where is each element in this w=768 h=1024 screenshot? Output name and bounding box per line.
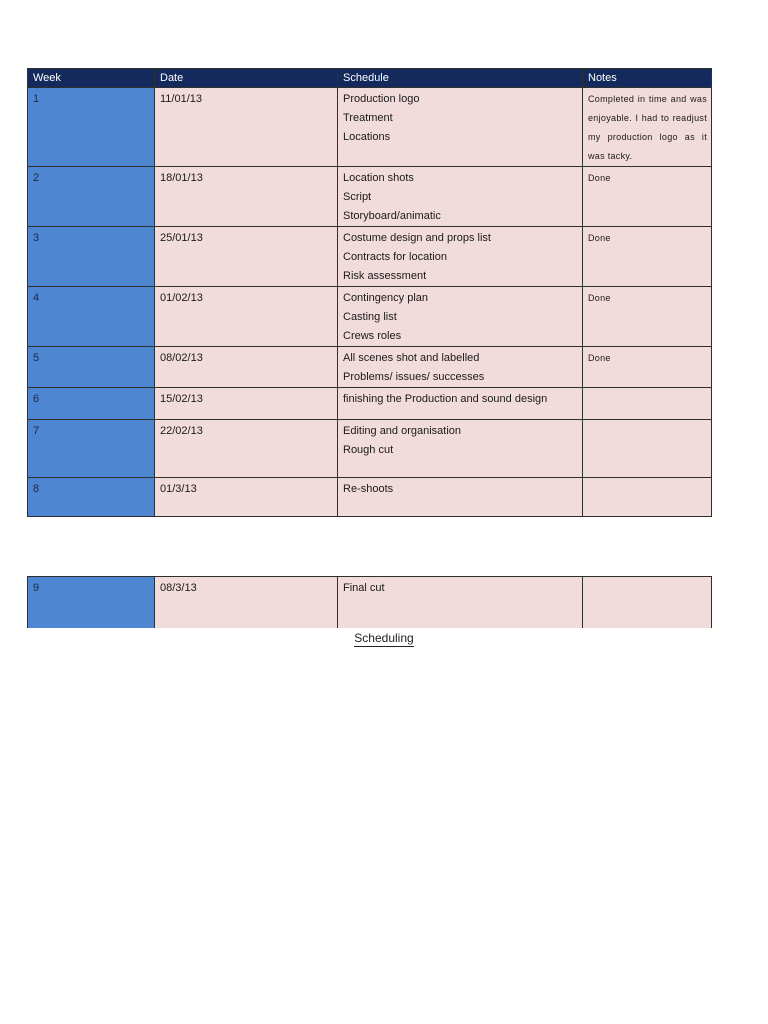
week-cell: 7 xyxy=(28,420,155,478)
schedule-table xyxy=(27,68,712,517)
notes-cell: Done xyxy=(583,227,712,287)
schedule-item: Contingency plan xyxy=(343,292,429,304)
schedule-cell xyxy=(338,88,583,167)
schedule-item: Risk assessment xyxy=(343,270,427,282)
header-week: Week xyxy=(28,69,155,88)
table-row xyxy=(28,167,712,227)
schedule-item: Costume design and props list xyxy=(343,232,491,244)
table-row xyxy=(28,287,712,347)
date-cell: 18/01/13 xyxy=(155,167,338,227)
schedule-cell xyxy=(338,167,583,227)
schedule-item: Rough cut xyxy=(343,444,394,456)
schedule-item: finishing the Production and sound design xyxy=(343,393,548,405)
week-cell: 1 xyxy=(28,88,155,167)
schedule-item: Treatment xyxy=(343,112,393,124)
week-cell: 3 xyxy=(28,227,155,287)
header-date: Date xyxy=(155,69,338,88)
week-cell: 2 xyxy=(28,167,155,227)
week-cell: 8 xyxy=(28,478,155,517)
table-row xyxy=(28,577,712,628)
table-row xyxy=(28,388,712,420)
schedule-item: Final cut xyxy=(343,582,385,594)
week-cell: 5 xyxy=(28,347,155,388)
table-row xyxy=(28,478,712,517)
schedule-item: Problems/ issues/ successes xyxy=(343,371,485,383)
week-cell: 9 xyxy=(28,577,155,628)
schedule-cell xyxy=(338,347,583,388)
caption xyxy=(0,631,768,645)
schedule-item: Location shots xyxy=(343,172,414,184)
date-cell: 08/02/13 xyxy=(155,347,338,388)
schedule-item: Contracts for location xyxy=(343,251,447,263)
schedule-item: Crews roles xyxy=(343,330,402,342)
schedule-item: All scenes shot and labelled xyxy=(343,352,480,364)
notes-cell: Done xyxy=(583,347,712,388)
notes-cell: Done xyxy=(583,287,712,347)
notes-cell: Done xyxy=(583,167,712,227)
header-schedule: Schedule xyxy=(338,69,583,88)
schedule-item: Production logo xyxy=(343,93,420,105)
notes-cell: Completed in time and was enjoyable. I had to readjust my production logo as it was tacky. xyxy=(583,88,712,167)
week-cell: 6 xyxy=(28,388,155,420)
schedule-item: Storyboard/animatic xyxy=(343,210,441,222)
table-row xyxy=(28,88,712,167)
schedule-item: Script xyxy=(343,191,372,203)
schedule-cell xyxy=(338,227,583,287)
schedule-item: Locations xyxy=(343,131,391,143)
date-cell: 08/3/13 xyxy=(155,577,338,628)
schedule-table-continued xyxy=(27,576,712,628)
schedule-cell xyxy=(338,388,583,420)
schedule-item: Re-shoots xyxy=(343,483,394,495)
schedule-item: Casting list xyxy=(343,311,397,323)
schedule-cell xyxy=(338,420,583,478)
header-notes: Notes xyxy=(583,69,712,88)
notes-cell xyxy=(583,478,712,517)
table-row xyxy=(28,227,712,287)
table-row xyxy=(28,347,712,388)
week-cell: 4 xyxy=(28,287,155,347)
notes-cell xyxy=(583,577,712,628)
table-row xyxy=(28,420,712,478)
schedule-cell xyxy=(338,287,583,347)
date-cell: 01/02/13 xyxy=(155,287,338,347)
date-cell: 11/01/13 xyxy=(155,88,338,167)
caption-text: Scheduling xyxy=(354,631,414,645)
header-row xyxy=(28,69,712,88)
notes-cell xyxy=(583,388,712,420)
schedule-item: Editing and organisation xyxy=(343,425,462,437)
schedule-cell xyxy=(338,478,583,517)
notes-cell xyxy=(583,420,712,478)
date-cell: 01/3/13 xyxy=(155,478,338,517)
schedule-cell xyxy=(338,577,583,628)
date-cell: 25/01/13 xyxy=(155,227,338,287)
date-cell: 15/02/13 xyxy=(155,388,338,420)
date-cell: 22/02/13 xyxy=(155,420,338,478)
